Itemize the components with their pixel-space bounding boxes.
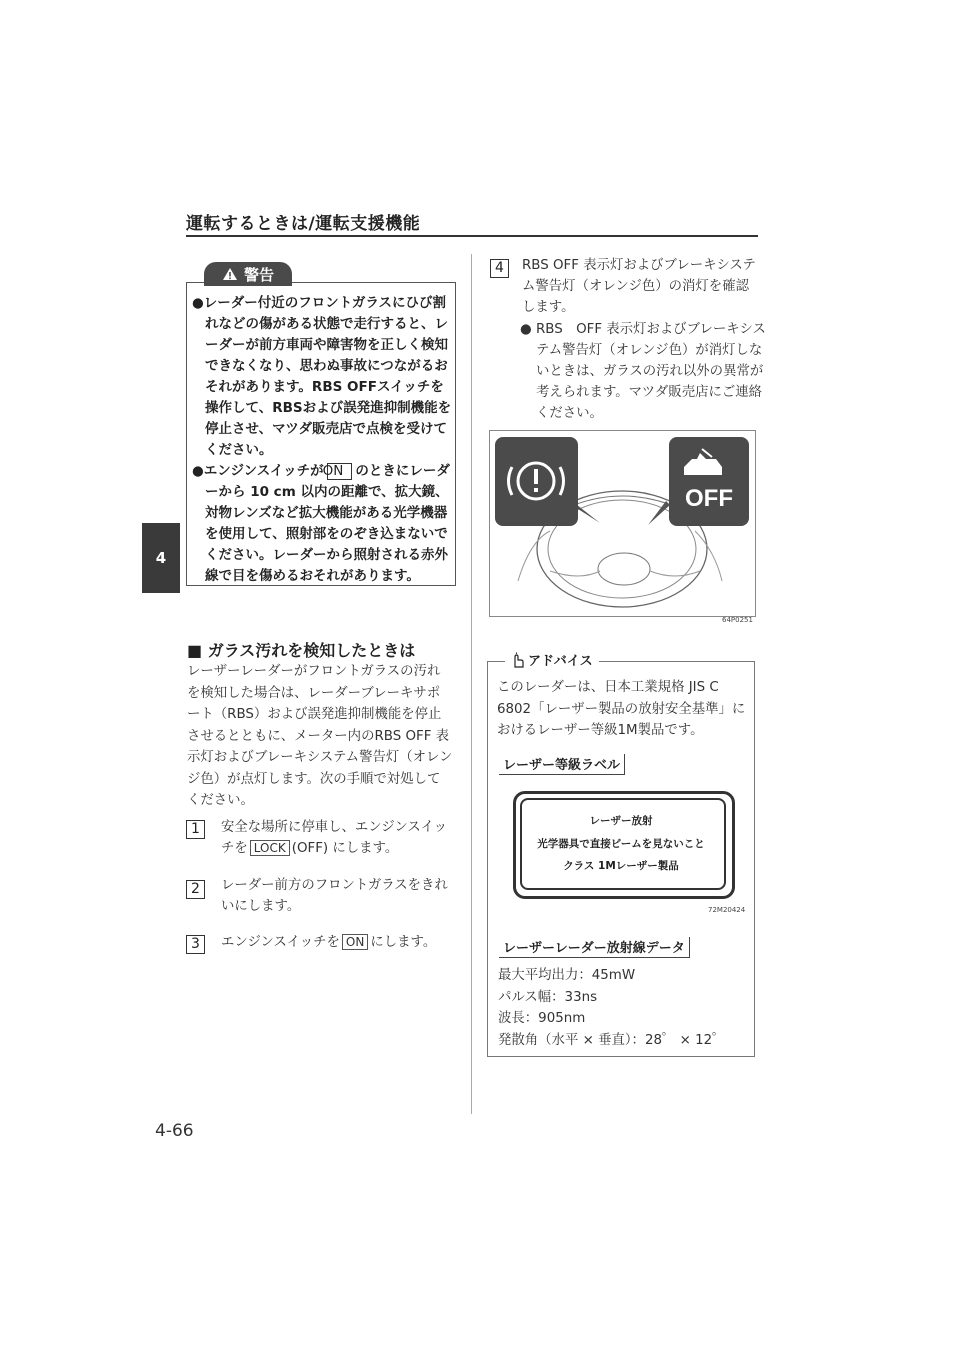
data-line-output: 最大平均出力：45mW <box>498 968 636 983</box>
warning-text <box>192 293 454 587</box>
data-line-wavelength: 波長：905nm <box>498 1011 586 1026</box>
step-3-post: にします。 <box>370 935 437 950</box>
laser-label-line-3: クラス 1Mレーザー製品 <box>563 860 679 872</box>
page-number: 4-66 <box>155 1121 194 1141</box>
warning-item-2-post: のときにレーダーから 10 cm 以内の距離で、拡大鏡、対物レンズなど拡大機能がある光学機器を使用して、照射部をのぞき込まないでください。レーダーから照射される赤外線で目を傷めるおそれがあります。 <box>205 463 450 584</box>
key-on: ON <box>327 463 353 480</box>
section-heading: ■ ガラス汚れを検知したときは <box>187 641 416 660</box>
radiation-data-heading: レーザーレーダー放射線データ <box>499 937 690 958</box>
data-line-divergence: 発散角（水平 × 垂直）：28゜ × 12゜ <box>498 1032 726 1048</box>
warning-item-1: ●レーダー付近のフロントガラスにひび割れなどの傷がある状態で走行すると、レーダーが前方車両や障害物を正しく検知できなくなり、思わぬ事故につながるおそれがあります。RBS OFFスイッチを操作して、RBSおよび誤発進抑制機能を停止させ、マツダ販売店で点検を受けてください。 <box>192 295 452 458</box>
page-header-title: 運転するときは/運転支援機能 <box>186 214 421 234</box>
figure-code: 64P0251 <box>722 616 753 624</box>
column-divider <box>471 254 472 1114</box>
chapter-tab: 4 <box>142 523 180 593</box>
radiation-data-list <box>498 965 750 1051</box>
off-icon-text: OFF <box>685 485 733 512</box>
section-intro: レーザーレーダーがフロントガラスの汚れを検知した場合は、レーダーブレーキサポート（RBS）および誤発進抑制機能を停止させるとともに、メーター内のRBS OFF 表示灯およびブレーキシステム警告灯（オレンジ色）が点灯します。次の手順で対処してください。 <box>187 664 453 808</box>
step-1-post: (OFF) にします。 <box>291 841 399 856</box>
step-number-1: 1 <box>186 820 205 839</box>
advice-label: アドバイス <box>528 654 593 669</box>
warning-item-2 <box>192 461 454 587</box>
step-text-1 <box>221 817 455 859</box>
steering-wheel-illustration <box>490 431 755 616</box>
laser-label-line-1: レーザー放射 <box>589 815 653 827</box>
step-text-4: RBS OFF 表示灯およびブレーキシステム警告灯（オレンジ色）の消灯を確認します。 <box>522 258 756 315</box>
step-number-2: 2 <box>186 880 205 899</box>
step-text-3 <box>221 932 461 953</box>
step-1-pre: 安全な場所に停車し、エンジンスイッチを <box>221 820 448 856</box>
laser-label-line-2: 光学器具で直接ビームを見ないこと <box>537 838 705 850</box>
header-rule <box>186 235 758 237</box>
key-on-2: ON <box>342 934 368 950</box>
advice-header <box>505 650 599 669</box>
warning-tag <box>204 262 292 286</box>
step-3-pre: エンジンスイッチを <box>221 935 340 950</box>
warning-item-2-pre: ●エンジンスイッチが <box>192 463 324 479</box>
laser-label-heading: レーザー等級ラベル <box>499 754 625 775</box>
radiation-data-heading-wrap <box>499 937 690 958</box>
warning-triangle-icon <box>222 267 238 281</box>
step-number-4: 4 <box>490 259 509 278</box>
hand-pointer-icon <box>511 652 525 668</box>
data-line-pulse: パルス幅：33ns <box>498 989 598 1005</box>
laser-label-heading-wrap <box>499 754 625 775</box>
advice-intro: このレーダーは、日本工業規格 JIS C 6802「レーザー製品の放射安全基準」におけるレーザー等級1M製品です。 <box>497 680 746 738</box>
label-code: 72M20424 <box>708 906 746 914</box>
warning-label: 警告 <box>243 265 274 284</box>
step-4-bullet: ● RBS OFF 表示灯およびブレーキシステム警告灯（オレンジ色）が消灯しないときは、ガラスの汚れ以外の異常が考えられます。マツダ販売店にご連絡ください。 <box>520 322 766 421</box>
step-number-3: 3 <box>186 935 205 954</box>
instrument-figure <box>489 430 756 617</box>
key-lock: LOCK <box>250 840 290 856</box>
step-text-2: レーダー前方のフロントガラスをきれいにします。 <box>221 878 448 914</box>
